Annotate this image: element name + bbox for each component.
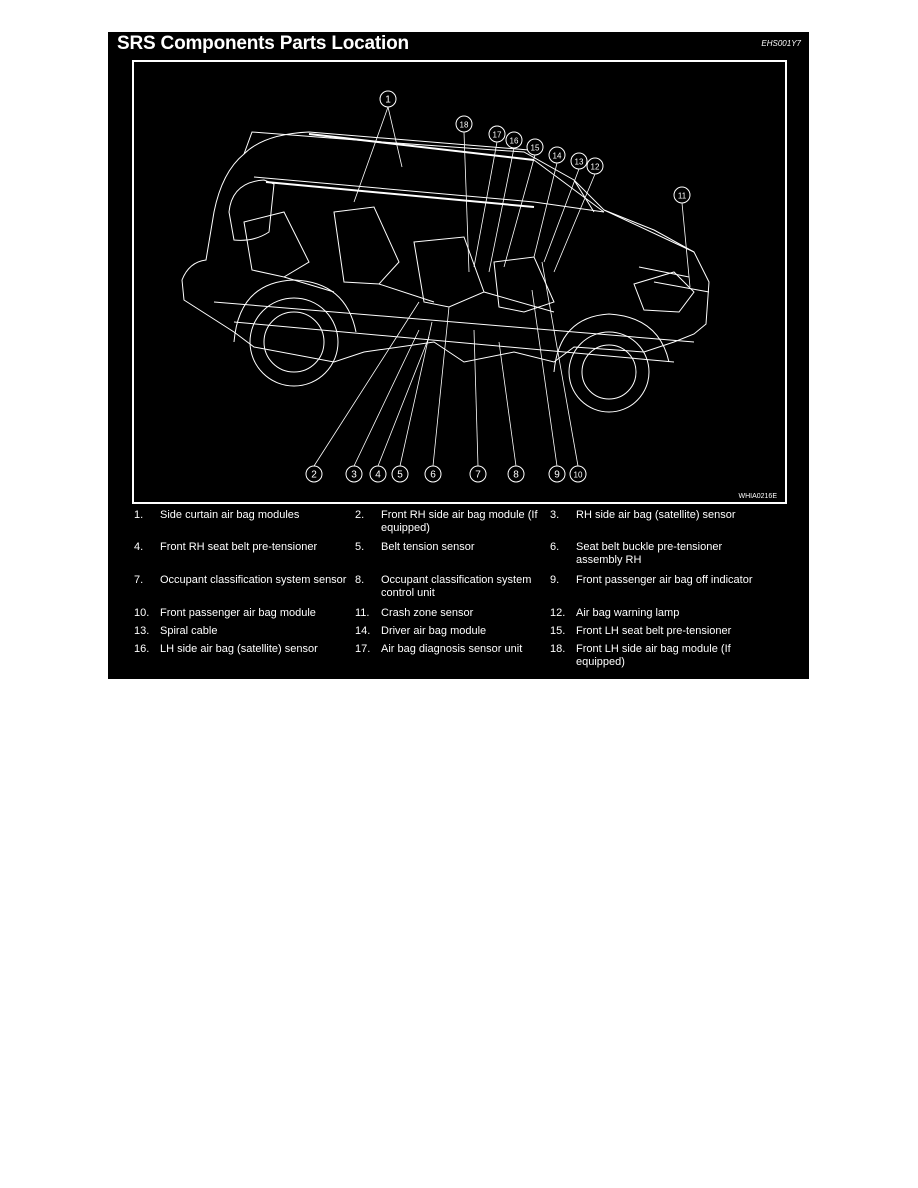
callout-3	[346, 466, 362, 482]
legend-number: 14.	[355, 625, 371, 637]
legend-label: Front LH seat belt pre-tensioner	[576, 625, 732, 637]
legend-row	[134, 625, 804, 643]
svg-text:18: 18	[459, 120, 469, 130]
legend-label: Front passenger air bag module	[160, 607, 316, 619]
legend-number: 7.	[134, 574, 144, 586]
legend-number: 16.	[134, 643, 150, 655]
callout-14	[549, 147, 565, 163]
legend-number: 15.	[550, 625, 566, 637]
legend-label: Belt tension sensor	[381, 541, 475, 553]
legend-number: 6.	[550, 541, 560, 553]
legend-number: 1.	[134, 509, 144, 521]
legend-number: 5.	[355, 541, 365, 553]
legend-item	[355, 541, 550, 574]
legend-item	[355, 574, 550, 607]
callout-6	[425, 466, 441, 482]
callout-11	[674, 187, 690, 203]
svg-text:14: 14	[552, 151, 562, 161]
callout-4	[370, 466, 386, 482]
svg-text:4: 4	[375, 469, 381, 481]
legend-number: 10.	[134, 607, 150, 619]
callout-5	[392, 466, 408, 482]
legend-label: Front RH seat belt pre-tensioner	[160, 541, 318, 553]
legend-label: Air bag warning lamp	[576, 607, 680, 619]
svg-text:13: 13	[574, 157, 584, 167]
legend-item	[550, 574, 770, 607]
callout-17	[489, 126, 505, 142]
legend-label: Crash zone sensor	[381, 607, 474, 619]
legend-label: Occupant classification system control unit	[381, 574, 532, 599]
svg-text:8: 8	[513, 469, 519, 481]
legend-item	[550, 625, 770, 643]
svg-text:15: 15	[530, 143, 540, 153]
svg-text:1: 1	[385, 94, 391, 106]
callout-15	[527, 139, 543, 155]
legend-item	[134, 509, 355, 541]
legend-item	[355, 607, 550, 625]
legend-row	[134, 574, 804, 607]
legend-item	[355, 625, 550, 643]
vehicle-diagram	[134, 62, 785, 502]
legend-item	[134, 607, 355, 625]
legend-row	[134, 541, 804, 574]
svg-text:11: 11	[677, 191, 687, 201]
document-page	[108, 32, 809, 679]
callout-13	[571, 153, 587, 169]
svg-text:6: 6	[430, 469, 436, 481]
svg-text:7: 7	[475, 469, 481, 481]
legend-label: Seat belt buckle pre-tensioner assembly RH	[576, 541, 723, 566]
legend-item	[355, 643, 550, 673]
legend-row	[134, 607, 804, 625]
legend-row	[134, 509, 804, 541]
svg-text:16: 16	[509, 136, 519, 146]
svg-text:17: 17	[492, 130, 502, 140]
legend-label: Front passenger air bag off indicator	[576, 574, 753, 586]
legend-item	[134, 625, 355, 643]
svg-text:2: 2	[311, 469, 317, 481]
svg-text:10: 10	[573, 470, 583, 480]
callout-16	[506, 132, 522, 148]
legend-number: 17.	[355, 643, 371, 655]
legend-label: Driver air bag module	[381, 625, 487, 637]
legend-number: 8.	[355, 574, 365, 586]
legend-number: 11.	[355, 607, 370, 619]
legend-item	[134, 574, 355, 607]
legend-label: Occupant classification system sensor	[160, 574, 347, 586]
legend-item	[550, 541, 770, 574]
legend-number: 13.	[134, 625, 150, 637]
callout-1	[380, 91, 396, 107]
figure-id: WHIA0216E	[738, 493, 777, 500]
callout-12	[587, 158, 603, 174]
legend-label: Front RH side air bag module (If equipped)	[381, 509, 538, 534]
legend-number: 12.	[550, 607, 566, 619]
svg-text:5: 5	[397, 469, 403, 481]
legend-label: Spiral cable	[160, 625, 218, 637]
svg-text:12: 12	[590, 162, 600, 172]
legend-number: 2.	[355, 509, 365, 521]
svg-text:9: 9	[554, 469, 560, 481]
legend-item	[550, 643, 770, 673]
legend-label: Side curtain air bag modules	[160, 509, 300, 521]
legend-number: 18.	[550, 643, 566, 655]
legend-label: Front LH side air bag module (If equipped)	[576, 643, 731, 668]
callout-10	[570, 466, 586, 482]
legend-item	[550, 509, 770, 541]
callout-2	[306, 466, 322, 482]
legend-label: LH side air bag (satellite) sensor	[160, 643, 318, 655]
legend-row	[134, 643, 804, 673]
legend-number: 3.	[550, 509, 560, 521]
parts-legend	[134, 509, 804, 673]
legend-item	[550, 607, 770, 625]
page-title: SRS Components Parts Location	[117, 33, 409, 54]
legend-label: Air bag diagnosis sensor unit	[381, 643, 523, 655]
callout-7	[470, 466, 486, 482]
callout-8	[508, 466, 524, 482]
svg-text:3: 3	[351, 469, 357, 481]
callout-9	[549, 466, 565, 482]
legend-item	[355, 509, 550, 541]
legend-item	[134, 643, 355, 673]
legend-item	[134, 541, 355, 574]
callout-18	[456, 116, 472, 132]
diagram-frame	[132, 60, 787, 504]
legend-number: 4.	[134, 541, 144, 553]
legend-number: 9.	[550, 574, 560, 586]
legend-label: RH side air bag (satellite) sensor	[576, 509, 736, 521]
section-code: EHS001Y7	[761, 39, 801, 48]
